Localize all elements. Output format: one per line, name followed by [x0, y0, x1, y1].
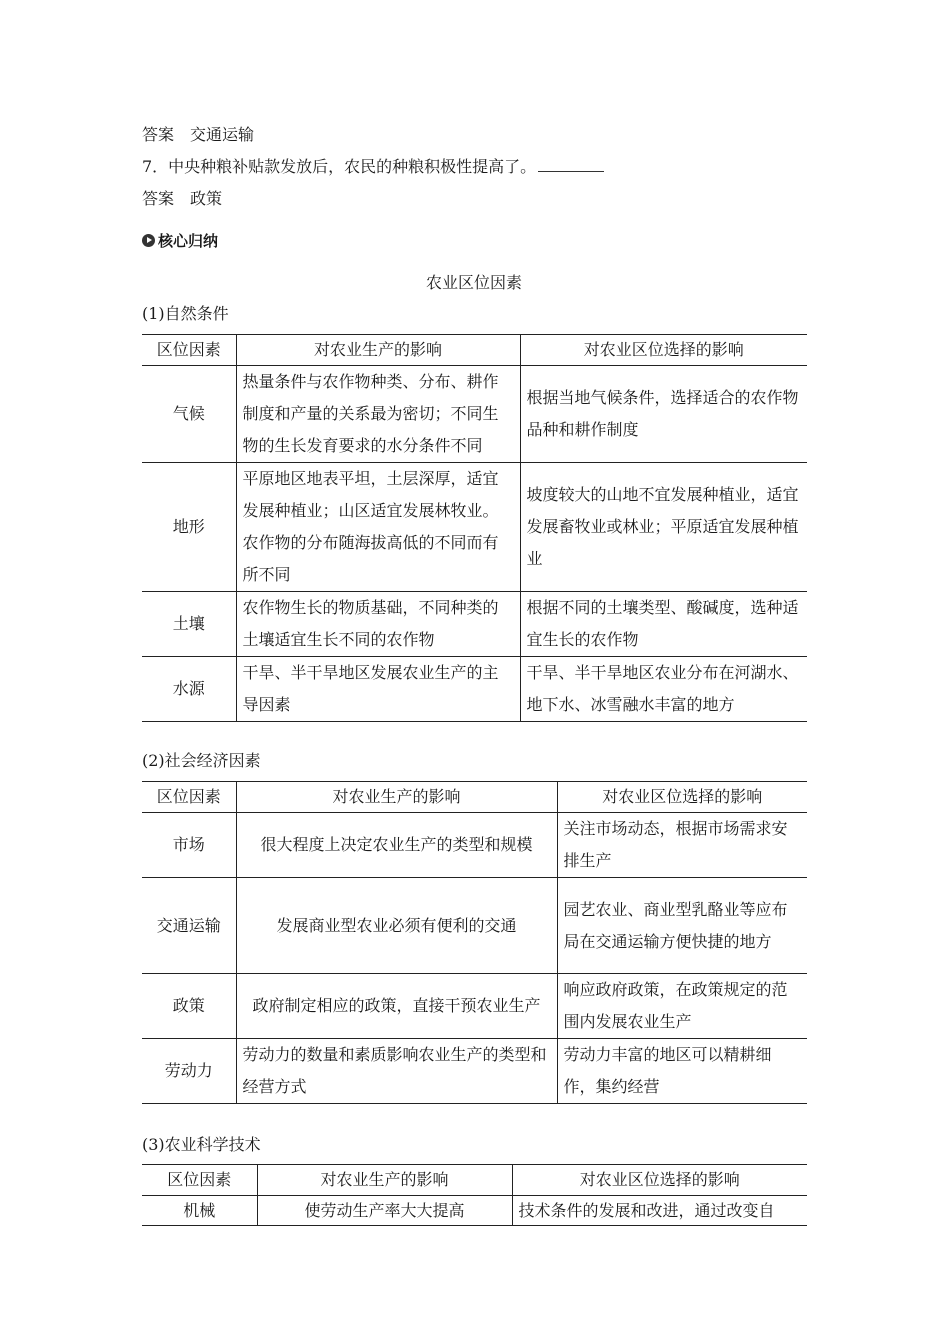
header-location: 对农业区位选择的影响 [557, 782, 807, 813]
table-row [142, 463, 807, 592]
table-header-row [142, 782, 807, 813]
location-cell: 干旱、半干旱地区农业分布在河湖水、地下水、冰雪融水丰富的地方 [520, 657, 807, 722]
table-header-row [142, 1165, 807, 1196]
header-production: 对农业生产的影响 [236, 335, 520, 366]
production-cell: 政府制定相应的政策，直接干预农业生产 [236, 974, 557, 1039]
table-row [142, 366, 807, 463]
header-production: 对农业生产的影响 [236, 782, 557, 813]
natural-conditions-table [142, 334, 807, 722]
header-location: 对农业区位选择的影响 [512, 1165, 807, 1196]
header-location: 对农业区位选择的影响 [520, 335, 807, 366]
section-agri-tech: (3)农业科学技术 [142, 1135, 261, 1154]
table-row [142, 657, 807, 722]
table-row [142, 592, 807, 657]
factor-cell: 市场 [142, 813, 236, 878]
table-row [142, 878, 807, 974]
table-row [142, 1039, 807, 1104]
production-cell: 很大程度上决定农业生产的类型和规模 [236, 813, 557, 878]
header-factor: 区位因素 [142, 335, 236, 366]
production-cell: 农作物生长的物质基础，不同种类的土壤适宜生长不同的农作物 [236, 592, 520, 657]
core-summary-label: 核心归纳 [158, 232, 219, 250]
answer-blank [538, 157, 604, 172]
location-cell: 技术条件的发展和改进，通过改变自 [512, 1196, 807, 1226]
factor-cell: 交通运输 [142, 878, 236, 974]
section-socioeconomic: (2)社会经济因素 [142, 751, 261, 770]
location-cell: 响应政府政策，在政策规定的范围内发展农业生产 [557, 974, 807, 1039]
agri-tech-table [142, 1164, 807, 1226]
header-production: 对农业生产的影响 [257, 1165, 512, 1196]
production-cell: 平原地区地表平坦，土层深厚，适宜发展种植业；山区适宜发展林牧业。农作物的分布随海拔高低的不同而有所不同 [236, 463, 520, 592]
factor-cell: 气候 [142, 366, 236, 463]
production-cell: 热量条件与农作物种类、分布、耕作制度和产量的关系最为密切；不同生物的生长发育要求的水分条件不同 [236, 366, 520, 463]
header-factor: 区位因素 [142, 1165, 257, 1196]
location-cell: 根据不同的土壤类型、酸碱度，选种适宜生长的农作物 [520, 592, 807, 657]
factor-cell: 地形 [142, 463, 236, 592]
table-row [142, 1196, 807, 1226]
location-cell: 园艺农业、商业型乳酪业等应布局在交通运输方便快捷的地方 [557, 878, 807, 974]
production-cell: 劳动力的数量和素质影响农业生产的类型和经营方式 [236, 1039, 557, 1104]
play-circle-icon [142, 234, 155, 247]
socioeconomic-table [142, 781, 807, 1104]
factor-cell: 劳动力 [142, 1039, 236, 1104]
location-cell: 关注市场动态，根据市场需求安排生产 [557, 813, 807, 878]
location-cell: 坡度较大的山地不宜发展种植业，适宜发展畜牧业或林业；平原适宜发展种植业 [520, 463, 807, 592]
answer-line-6: 答案 交通运输 [142, 125, 255, 144]
question-7-text: 7．中央种粮补贴款发放后，农民的种粮积极性提高了。 [142, 157, 537, 176]
main-title: 农业区位因素 [426, 273, 523, 292]
production-cell: 发展商业型农业必须有便利的交通 [236, 878, 557, 974]
section-natural-conditions: (1)自然条件 [142, 304, 229, 323]
question-7 [142, 156, 604, 178]
factor-cell: 机械 [142, 1196, 257, 1226]
header-factor: 区位因素 [142, 782, 236, 813]
table-row [142, 974, 807, 1039]
factor-cell: 土壤 [142, 592, 236, 657]
factor-cell: 政策 [142, 974, 236, 1039]
location-cell: 根据当地气候条件，选择适合的农作物品种和耕作制度 [520, 366, 807, 463]
table-row [142, 813, 807, 878]
production-cell: 干旱、半干旱地区发展农业生产的主导因素 [236, 657, 520, 722]
core-summary-heading [142, 230, 218, 252]
answer-line-7: 答案 政策 [142, 189, 223, 208]
location-cell: 劳动力丰富的地区可以精耕细作，集约经营 [557, 1039, 807, 1104]
factor-cell: 水源 [142, 657, 236, 722]
table-header-row [142, 335, 807, 366]
production-cell: 使劳动生产率大大提高 [257, 1196, 512, 1226]
